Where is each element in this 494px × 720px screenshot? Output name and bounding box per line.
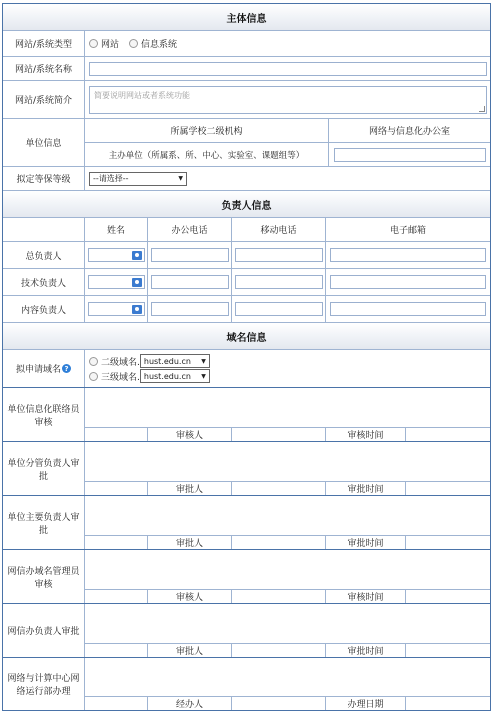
- row-protection-level: [3, 167, 490, 191]
- unit-host-input[interactable]: [334, 148, 486, 162]
- approval-row: [3, 496, 490, 550]
- section-person-title: 负责人信息: [221, 200, 272, 212]
- row-system-type: [3, 31, 490, 57]
- approval-row: [3, 550, 490, 604]
- person-header-row: [3, 218, 490, 242]
- user-picker-icon[interactable]: [132, 278, 142, 287]
- unit-info-label: 单位信息: [3, 119, 85, 166]
- tech-email-input[interactable]: [330, 275, 486, 289]
- row-system-intro: [3, 81, 490, 119]
- approval-person: 审批人: [148, 482, 232, 495]
- resize-handle-icon[interactable]: [479, 106, 485, 112]
- registration-form: [2, 3, 491, 711]
- domain-level2-value: hust.edu.cn: [143, 356, 191, 366]
- system-name-label: 网站/系统名称: [3, 57, 85, 80]
- chief-email-input[interactable]: [330, 248, 486, 262]
- chevron-down-icon: ▼: [201, 357, 206, 365]
- protection-level-select[interactable]: [89, 172, 187, 186]
- header-email: 电子邮箱: [389, 226, 426, 236]
- header-name: 姓名: [85, 218, 148, 241]
- person-row-content: [3, 296, 490, 323]
- system-type-label: 网站/系统类型: [3, 31, 85, 56]
- approval-time: 审批时间: [326, 482, 406, 495]
- content-email-input[interactable]: [330, 302, 486, 316]
- content-name-input[interactable]: [88, 302, 145, 316]
- approval-row: [3, 604, 490, 658]
- question-icon[interactable]: ?: [62, 364, 71, 373]
- chief-mobile-phone-input[interactable]: [235, 248, 323, 262]
- person-role-tech: 技术负责人: [3, 269, 85, 295]
- radio-domain-level3[interactable]: [89, 372, 98, 381]
- approval-person: 审批人: [148, 536, 232, 549]
- approval-time: 审核时间: [326, 590, 406, 603]
- user-picker-icon[interactable]: [132, 305, 142, 314]
- section-main-header: [3, 4, 490, 31]
- approval-list: [3, 388, 490, 710]
- system-intro-textarea[interactable]: [89, 86, 487, 114]
- chief-office-phone-input[interactable]: [151, 248, 229, 262]
- protection-level-label: 拟定等保等级: [3, 167, 85, 190]
- approval-time: 审核时间: [326, 428, 406, 441]
- unit-col-college: 所属学校二级机构: [85, 119, 329, 142]
- person-role-chief: 总负责人: [3, 242, 85, 268]
- radio-info-system-label: 信息系统: [141, 40, 178, 50]
- chevron-down-icon: ▼: [201, 372, 206, 380]
- tech-office-phone-input[interactable]: [151, 275, 229, 289]
- domain-apply-label: [3, 350, 85, 387]
- person-row-chief: [3, 242, 490, 269]
- radio-info-system[interactable]: [129, 37, 177, 50]
- chief-name-input[interactable]: [88, 248, 145, 262]
- radio-website-label: 网站: [101, 40, 120, 50]
- row-system-name: [3, 57, 490, 81]
- approval-label: 单位信息化联络员审核: [3, 388, 85, 441]
- approval-row: [3, 442, 490, 496]
- content-mobile-phone-input[interactable]: [235, 302, 323, 316]
- domain-level2-label: 二级域名.: [101, 357, 140, 368]
- approval-person: 审批人: [148, 644, 232, 657]
- approval-label: 单位主要负责人审批: [3, 496, 85, 549]
- section-domain-header: [3, 323, 490, 350]
- row-domain-apply: [3, 350, 490, 388]
- radio-website-circle[interactable]: [89, 39, 98, 48]
- radio-website[interactable]: [89, 37, 119, 50]
- unit-col-network-office: 网络与信息化办公室: [368, 127, 450, 137]
- approval-time: 审批时间: [326, 644, 406, 657]
- domain-option-level2: [89, 354, 490, 368]
- approval-label: 网信办负责人审批: [3, 604, 85, 657]
- approval-time: 办理日期: [326, 697, 406, 710]
- section-main-title: 主体信息: [226, 13, 267, 25]
- system-intro-placeholder: 简要说明网站或者系统功能: [94, 90, 190, 100]
- radio-domain-level2[interactable]: [89, 357, 98, 366]
- radio-info-system-circle[interactable]: [129, 39, 138, 48]
- user-picker-icon[interactable]: [132, 251, 142, 260]
- approval-label: 网信办域名管理员审核: [3, 550, 85, 603]
- tech-mobile-phone-input[interactable]: [235, 275, 323, 289]
- person-role-content: 内容负责人: [3, 296, 85, 322]
- header-mobile-phone: 移动电话: [232, 218, 326, 241]
- domain-level3-value: hust.edu.cn: [143, 371, 191, 381]
- row-unit-info: [3, 119, 490, 167]
- content-office-phone-input[interactable]: [151, 302, 229, 316]
- system-intro-label: 网站/系统简介: [3, 81, 85, 118]
- approval-label: 网络与计算中心网络运行部办理: [3, 658, 85, 710]
- system-name-input[interactable]: [89, 62, 487, 76]
- approval-person: 经办人: [148, 697, 232, 710]
- domain-level3-label: 三级域名.: [101, 372, 140, 383]
- domain-level3-select[interactable]: [140, 369, 210, 383]
- approval-row: [3, 388, 490, 442]
- approval-row: [3, 658, 490, 710]
- approval-person: 审核人: [148, 428, 232, 441]
- section-person-header: [3, 191, 490, 218]
- approval-person: 审核人: [148, 590, 232, 603]
- domain-option-level3: [89, 369, 490, 383]
- section-domain-title: 域名信息: [226, 332, 267, 344]
- domain-apply-label-text: 拟申请域名: [15, 365, 61, 375]
- approval-time: 审批时间: [326, 536, 406, 549]
- unit-host-label: 主办单位（所属系、所、中心、实验室、课题组等）: [85, 143, 329, 166]
- approval-label: 单位分管负责人审批: [3, 442, 85, 495]
- tech-name-input[interactable]: [88, 275, 145, 289]
- chevron-down-icon: ▼: [178, 175, 183, 182]
- person-row-tech: [3, 269, 490, 296]
- header-office-phone: 办公电话: [148, 218, 232, 241]
- domain-level2-select[interactable]: [140, 354, 210, 368]
- protection-level-value: --请选择--: [93, 174, 129, 183]
